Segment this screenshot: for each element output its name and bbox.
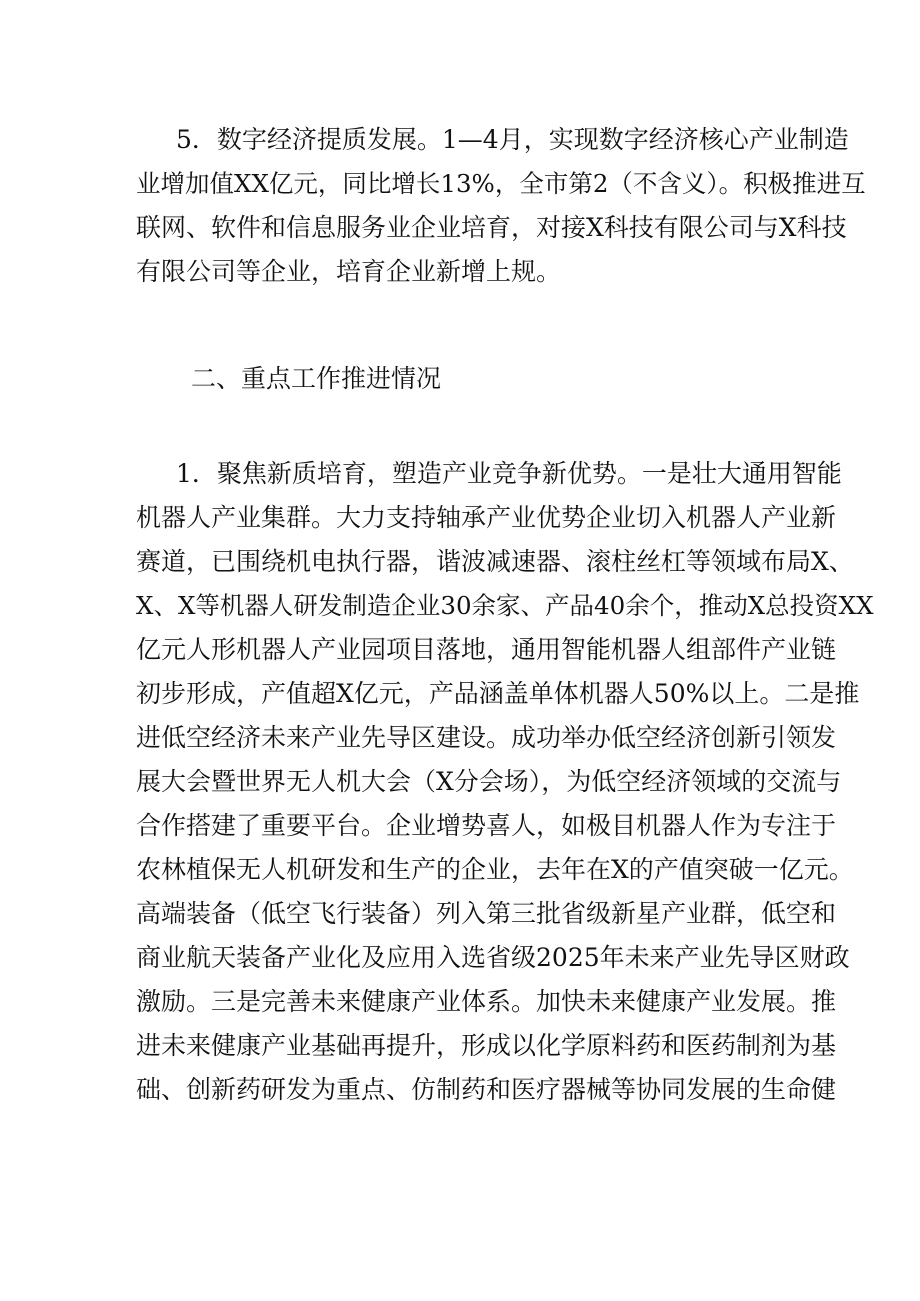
text-line: 商业航天装备产业化及应用入选省级2025年未来产业先导区财政 <box>136 943 850 972</box>
paragraph-line <box>0 804 920 848</box>
text-line: 进低空经济未来产业先导区建设。成功举办低空经济创新引领发 <box>136 723 837 752</box>
paragraph-line <box>0 206 920 250</box>
heading-text: 二、重点工作推进情况 <box>191 364 442 393</box>
paragraph-line <box>0 848 920 892</box>
text-line: 联网、软件和信息服务业企业培育，对接X科技有限公司与X科技 <box>136 213 847 242</box>
paragraph-line <box>0 1024 920 1068</box>
paragraph-line <box>0 452 920 496</box>
paragraph-line <box>0 760 920 804</box>
text-line: 赛道，已围绕机电执行器，谐波减速器、滚柱丝杠等领域布局X、 <box>136 547 854 576</box>
text-line: 初步形成，产值超X亿元，产品涵盖单体机器人50%以上。二是推 <box>136 679 860 708</box>
text-line: 亿元人形机器人产业园项目落地，通用智能机器人组部件产业链 <box>136 635 837 664</box>
paragraph-line <box>0 118 920 162</box>
paragraph-line <box>0 628 920 672</box>
paragraph-line <box>0 892 920 936</box>
paragraph-line <box>0 540 920 584</box>
paragraph-line <box>0 980 920 1024</box>
text-line: 有限公司等企业，培育企业新增上规。 <box>136 257 562 286</box>
text-line: 激励。三是完善未来健康产业体系。加快未来健康产业发展。推 <box>136 987 837 1016</box>
text-line: 业增加值XX亿元，同比增长13%，全市第2（不含义）。积极推进互 <box>136 169 866 198</box>
text-line: 础、创新药研发为重点、仿制药和医疗器械等协同发展的生命健 <box>136 1075 837 1104</box>
paragraph-line <box>0 936 920 980</box>
text-line: 高端装备（低空飞行装备）列入第三批省级新星产业群，低空和 <box>136 899 837 928</box>
section-heading <box>0 357 920 401</box>
text-line: 机器人产业集群。大力支持轴承产业优势企业切入机器人产业新 <box>136 503 837 532</box>
paragraph-line <box>0 1068 920 1112</box>
text-line: 农林植保无人机研发和生产的企业，去年在X的产值突破一亿元。 <box>136 855 854 884</box>
paragraph-line <box>0 250 920 294</box>
text-line: X、X等机器人研发制造企业30余家、产品40余个，推动X总投资XX <box>136 591 874 620</box>
paragraph-line <box>0 672 920 716</box>
text-line: 合作搭建了重要平台。企业增势喜人，如极目机器人作为专注于 <box>136 811 837 840</box>
paragraph-line <box>0 162 920 206</box>
text-line: 1．聚焦新质培育，塑造产业竞争新优势。一是壮大通用智能 <box>176 459 842 488</box>
text-line: 进未来健康产业基础再提升，形成以化学原料药和医药制剂为基 <box>136 1031 837 1060</box>
paragraph-line <box>0 584 920 628</box>
text-line: 5．数字经济提质发展。1—4月，实现数字经济核心产业制造 <box>176 125 849 154</box>
paragraph-line <box>0 716 920 760</box>
text-line: 展大会暨世界无人机大会（X分会场），为低空经济领域的交流与 <box>136 767 842 796</box>
paragraph-line <box>0 496 920 540</box>
